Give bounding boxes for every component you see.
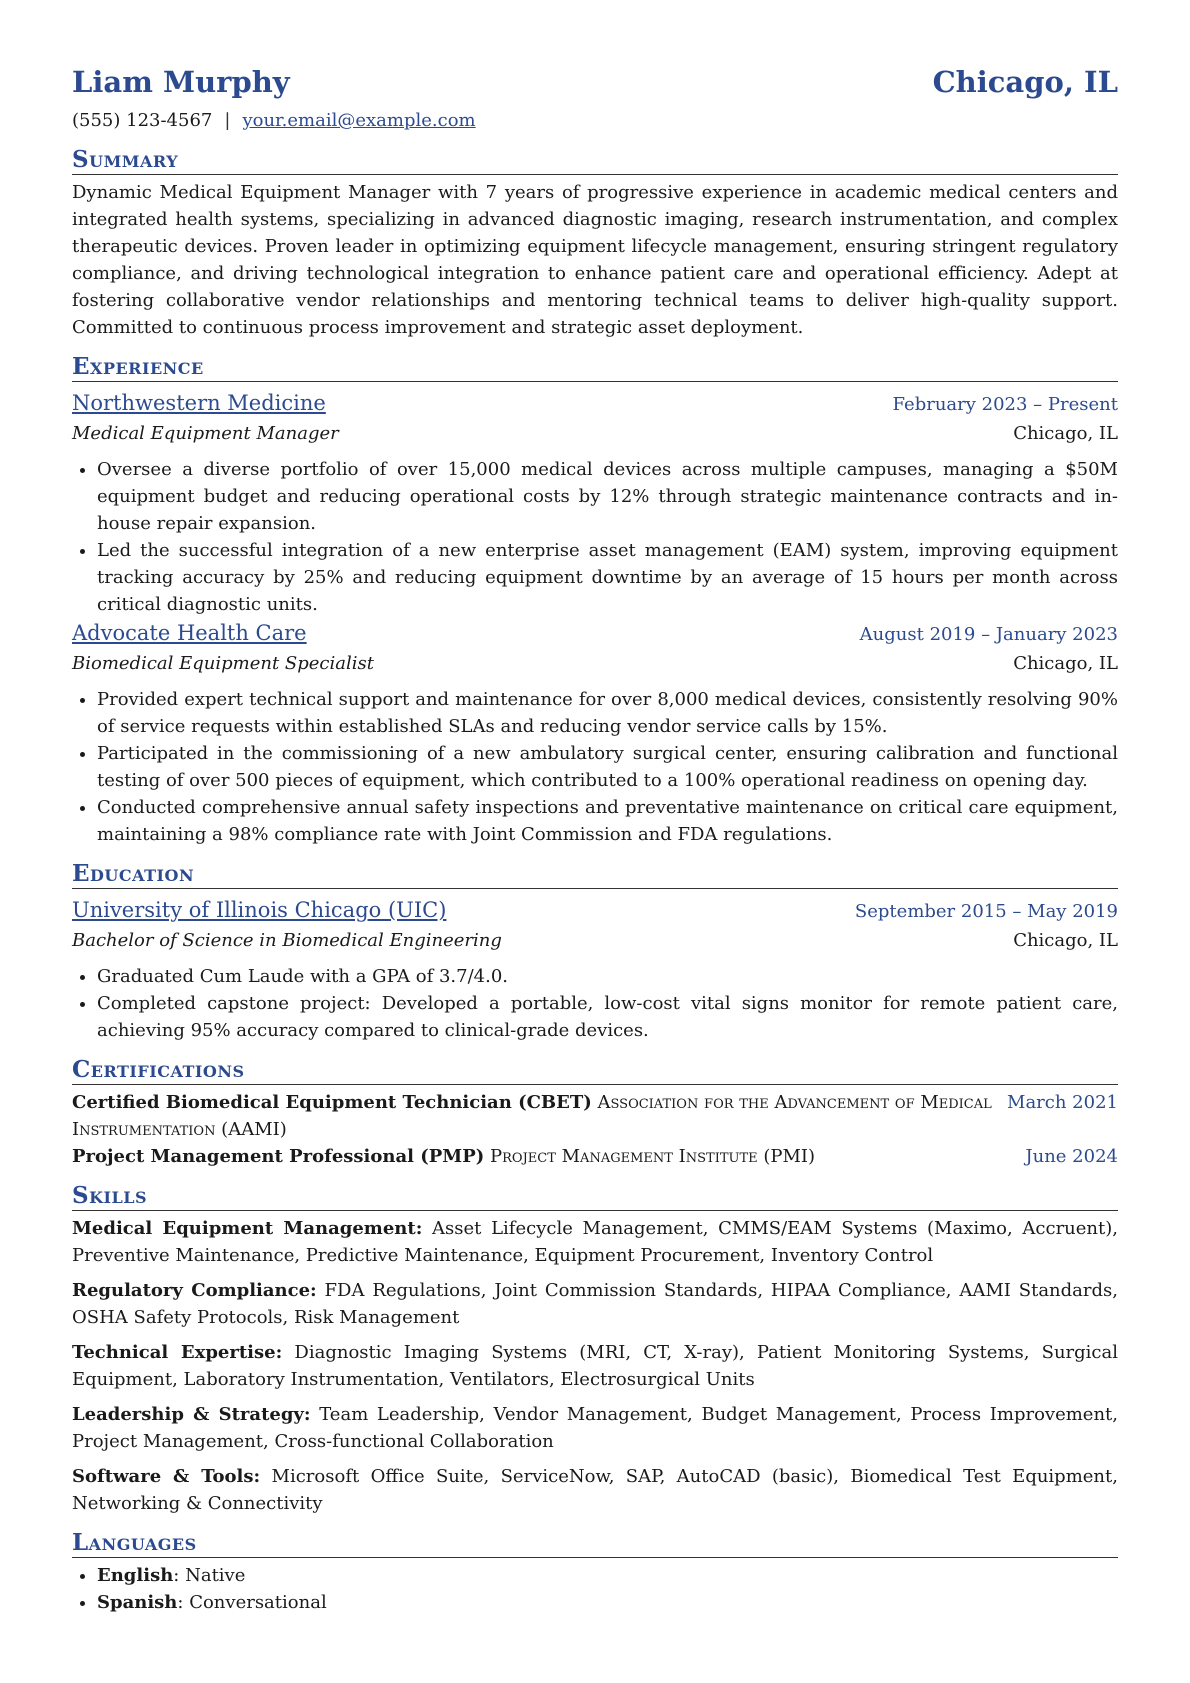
header-city: Chicago, IL — [932, 65, 1118, 99]
list-item: • Graduated Cum Laude with a GPA of 3.7/4.0. — [97, 963, 1118, 990]
skills-list — [72, 1215, 1118, 1517]
degree: Bachelor of Science in Biomedical Engineering — [72, 930, 502, 951]
education-heading: Education — [72, 860, 1118, 889]
job-entry — [72, 388, 1118, 618]
job-dates: August 2019 – January 2023 — [859, 624, 1118, 645]
list-item: • Led the successful integration of a new enterprise asset management (EAM) system, improving equipment tracking accuracy by 25% and reducing equipment downtime by an average of 15 hours per month across critical diagnostic units. — [97, 537, 1118, 618]
header — [72, 62, 1118, 102]
skills-heading: Skills — [72, 1182, 1118, 1211]
languages-heading: Languages — [72, 1529, 1118, 1558]
list-item — [97, 1562, 1118, 1589]
education-entry — [72, 895, 1118, 1044]
cert-org: Association for the Advancement of Medical Instrumentation (AAMI) — [72, 1092, 992, 1140]
skill-label: Regulatory Compliance: — [72, 1280, 317, 1301]
language-level: : Native — [173, 1565, 246, 1586]
contact-separator: | — [224, 110, 231, 131]
contact-line — [72, 108, 1118, 134]
education-bullets — [72, 963, 1118, 1044]
list-item: • Oversee a diverse portfolio of over 15,000 medical devices across multiple campuses, managing a $50M equipment budget and reducing operational costs by 12% through strategic maintenance contracts and in-house repair expansion. — [97, 456, 1118, 537]
phone-number: (555) 123-4567 — [72, 110, 213, 131]
job-role: Biomedical Equipment Specialist — [72, 653, 374, 674]
skill-label: Technical Expertise: — [72, 1342, 283, 1363]
job-org[interactable]: Advocate Health Care — [72, 621, 307, 645]
job-org[interactable]: Northwestern Medicine — [72, 391, 326, 415]
job-bullets — [72, 686, 1118, 848]
skill-group — [72, 1215, 1118, 1269]
skill-label: Medical Equipment Management: — [72, 1218, 423, 1239]
job-location: Chicago, IL — [1013, 423, 1118, 444]
email-link[interactable]: your.email@example.com — [242, 110, 476, 131]
skill-label: Software & Tools: — [72, 1466, 261, 1487]
skill-text: Microsoft Office Suite, ServiceNow, SAP, AutoCAD (basic), Biomedical Test Equipment, Networking & Connectivity — [72, 1466, 1118, 1514]
skill-text: Team Leadership, Vendor Management, Budget Management, Process Improvement, Project Management, Cross-functional Collaboration — [72, 1404, 1119, 1452]
skill-group — [72, 1277, 1118, 1331]
skill-text: Asset Lifecycle Management, CMMS/EAM Systems (Maximo, Accruent), Preventive Maintenance, Predictive Maintenance, Equipment Procurement, Inventory Control — [72, 1218, 1118, 1266]
job-entry — [72, 618, 1118, 848]
cert-org: Project Management Institute (PMI) — [490, 1146, 816, 1167]
job-dates: February 2023 – Present — [892, 394, 1118, 415]
skill-text: FDA Regulations, Joint Commission Standards, HIPAA Compliance, AAMI Standards, OSHA Safety Protocols, Risk Management — [72, 1280, 1118, 1328]
language-name: Spanish — [97, 1592, 178, 1613]
certification-item — [72, 1089, 1118, 1143]
language-name: English — [97, 1565, 174, 1586]
cert-name: Project Management Professional (PMP) — [72, 1146, 485, 1167]
list-item: • Conducted comprehensive annual safety inspections and preventative maintenance on critical care equipment, maintaining a 98% compliance rate with Joint Commission and FDA regulations. — [97, 794, 1118, 848]
job-role: Medical Equipment Manager — [72, 423, 339, 444]
job-bullets — [72, 456, 1118, 618]
summary-text: Dynamic Medical Equipment Manager with 7 years of progressive experience in academic medical centers and integrated health systems, specializing in advanced diagnostic imaging, research instrumentation, and complex therapeutic devices. Proven leader in optimizing equipment lifecycle management, ensuring stringent regulatory compliance, and driving technological integration to enhance patient care and operational efficiency. Adept at fostering collaborative vendor relationships and mentoring technical teams to deliver high-quality support. Committed to continuous process improvement and strategic asset deployment. — [72, 182, 1118, 338]
skill-label: Leadership & Strategy: — [72, 1404, 311, 1425]
job-location: Chicago, IL — [1013, 653, 1118, 674]
list-item: • Participated in the commissioning of a new ambulatory surgical center, ensuring calibration and functional testing of over 500 pieces of equipment, which contributed to a 100% operational readiness on opening day. — [97, 740, 1118, 794]
certifications-heading: Certifications — [72, 1056, 1118, 1085]
language-level: : Conversational — [177, 1592, 327, 1613]
skill-group — [72, 1339, 1118, 1393]
list-item: • Completed capstone project: Developed a portable, low-cost vital signs monitor for remote patient care, achieving 95% accuracy compared to clinical-grade devices. — [97, 990, 1118, 1044]
education-dates: September 2015 – May 2019 — [854, 901, 1118, 922]
languages-list — [72, 1562, 1118, 1616]
list-item — [97, 1589, 1118, 1616]
experience-heading: Experience — [72, 353, 1118, 382]
candidate-name: Liam Murphy — [72, 65, 290, 99]
school-name[interactable]: University of Illinois Chicago (UIC) — [72, 898, 447, 922]
certification-item — [72, 1143, 1118, 1170]
summary-heading: Summary — [72, 146, 1118, 175]
cert-name: Certified Biomedical Equipment Technician (CBET) — [72, 1092, 592, 1113]
education-location: Chicago, IL — [1013, 930, 1118, 951]
cert-date: March 2021 — [1007, 1092, 1118, 1113]
cert-date: June 2024 — [1025, 1146, 1118, 1167]
skill-text: Diagnostic Imaging Systems (MRI, CT, X-ray), Patient Monitoring Systems, Surgical Equipment, Laboratory Instrumentation, Ventilators, Electrosurgical Units — [72, 1342, 1118, 1390]
skill-group — [72, 1401, 1118, 1455]
list-item: • Provided expert technical support and maintenance for over 8,000 medical devices, consistently resolving 90% of service requests within established SLAs and reducing vendor service calls by 15%. — [97, 686, 1118, 740]
skill-group — [72, 1463, 1118, 1517]
